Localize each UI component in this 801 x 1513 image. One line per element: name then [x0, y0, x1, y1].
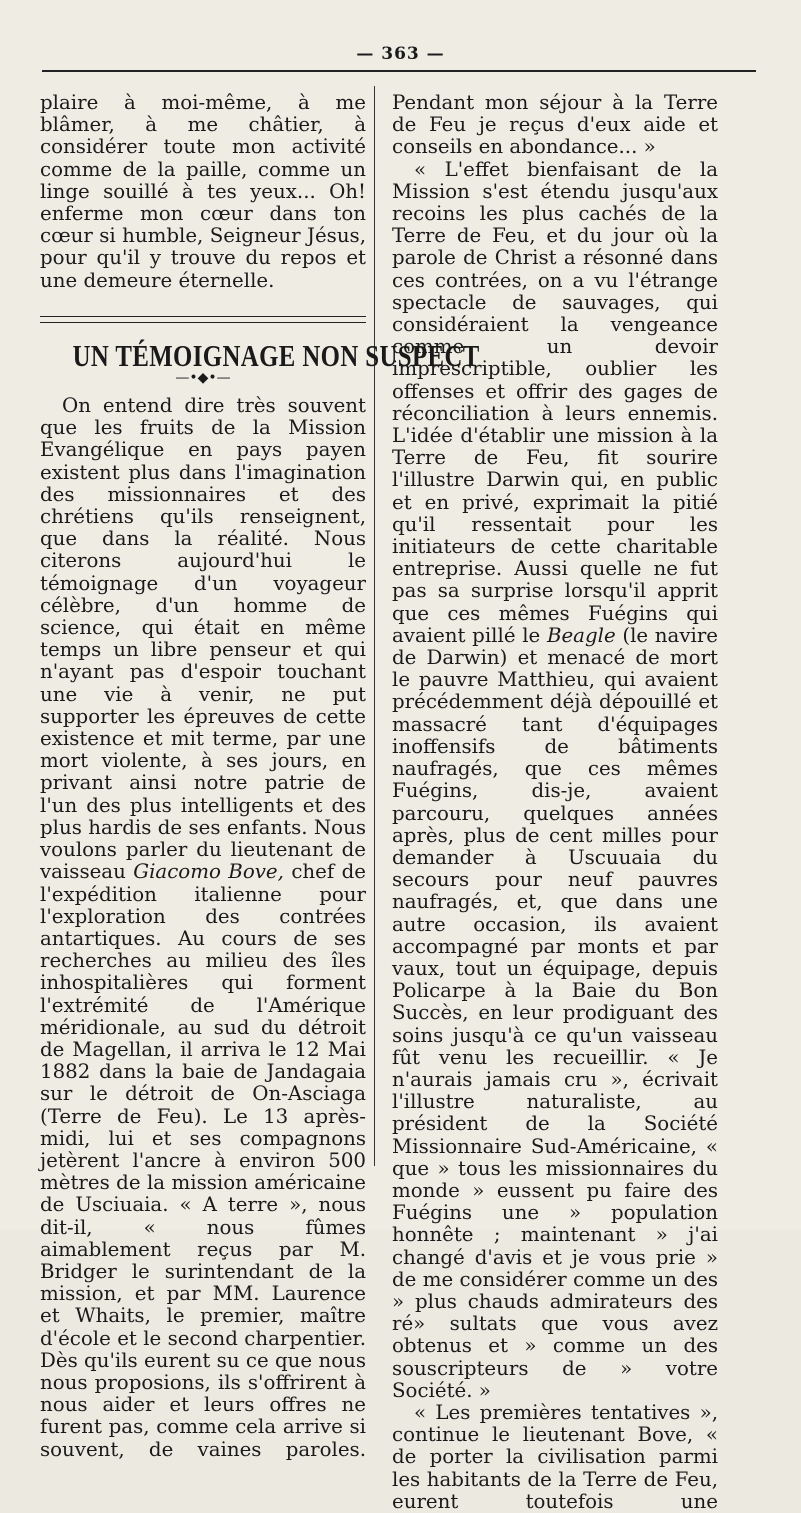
article-body-paragraph [40, 395, 366, 1461]
left-column [40, 91, 480, 1461]
right-para2-part1: « L'effet bienfaisant de la Mission s'est étendu jusqu'aux recoins les plus cachés de la Terre de Feu, et du jour où la parole de Christ a résonné dans ces contrées, on a vu l'étrange spectacle de sauvages, qui considéraient la vengeance comme un devoir imprescriptible, oublier les offenses et offrir des gages de réconciliation à leurs ennemis. L'idée d'établir une mission à la Terre de Feu, fit sourire l'illustre Darwin qui, en public et en privé, exprimait la pitié qu'il ressentait pour les initiateurs de cette charitable entreprise. Aussi quelle ne fut pas sa surprise lorsqu'il apprit que ces mêmes Fuégins qui avaient pillé le [392, 157, 718, 647]
column-divider [374, 86, 375, 1166]
intro-paragraph: plaire à moi-même, à me blâmer, à me châtier, à considérer toute mon activité comme de la paille, comme un linge souillé à tes yeux... Oh! enferme mon cœur dans ton cœur si humble, Seigneur Jésus, pour qu'il y trouve du repos et une demeure éternelle. [40, 91, 366, 292]
body-italic-name: Giacomo Bove, [133, 860, 284, 884]
page-number: — 363 — [356, 44, 445, 64]
ship-name-italic: Beagle [546, 623, 616, 647]
body-text-part1: On entend dire très souvent que les fruits de la Mission Evangélique en pays payen existent plus dans l'imagination des missionnaires et des chrétiens qu'ils renseignent, que dans la réalité. Nous citerons aujourd'hui le témoignage d'un voyageur célèbre, d'un homme de science, qui était en même temps un libre penseur et qui n'ayant pas d'espoir touchant une vie à venir, ne put supporter les épreuves de cette existence et mit terme, par une mort violente, à ses jours, en privant ainsi notre patrie de l'un des plus intelligents et des plus hardis de ses enfants. Nous voulons parler du lieutenant de vaisseau [40, 394, 366, 884]
right-paragraph-1: Pendant mon séjour à la Terre de Feu je reçus d'eux aide et conseils en abondance... » [392, 91, 718, 159]
article-title: UN TÉMOIGNAGE NON SUSPECT [72, 337, 480, 373]
body-text-part2: chef de l'expédition italienne pour l'exploration des contrées antartiques. Au cours de ses recherches au milieu des îles inhospitalières qui forment l'extrémité de l'Amérique méridionale, au sud du détroit de Magellan, il arriva le 12 Mai 1882 dans la baie de Jandagaia sur le détroit de On-Asciaga (Terre de Feu). Le 13 après-midi, lui et ses compagnons jetèrent l'ancre à environ 500 mètres de la mission américaine de Usciuaia. « A terre », nous dit-il, « nous fûmes aimablement reçus par M. Bridger le surintendant de la mission, et par MM. Laurence et Whaits, le premier, maître d'école et le second charpentier. Dès qu'ils eurent su ce que nous nous proposions, ils s'offrirent à nous aider et leurs offres ne furent pas, comme cela arrive si souvent, de vaines paroles. [40, 860, 366, 1461]
title-ornament: —•◆•— [175, 370, 231, 387]
right-paragraph-2 [392, 159, 718, 1402]
section-divider [40, 316, 366, 323]
right-paragraph-3: « Les premières tentatives », continue le lieutenant Bove, « de porter la civilisation parmi les habitants de la Terre de Feu, eurent toutefois une [392, 1400, 718, 1513]
right-column [392, 92, 718, 1513]
right-para2-part2: (le navire de Darwin) et menacé de mort le pauvre Matthieu, qui avaient précédemment déjà dépouillé et massacré tant d'équipages inoffensifs de bâtiments naufragés, que ces mêmes Fuégins, dis-je, avaient parcouru, quelques années après, plus de cent milles pour demander à Uscuuaia du secours pour neuf pauvres naufragés, et, que dans une autre occasion, ils avaient accompagné par monts et par vaux, tout un équipage, depuis Policarpe à la Baie du Bon Succès, en leur prodiguant des soins jusqu'à ce qu'un vaisseau fût venu les recueillir. « Je n'aurais jamais cru », écrivait l'illustre naturaliste, au président de la Société Missionnaire Sud-Américaine, « que » tous les missionnaires du monde » eussent pu faire des Fuégins une » population honnête ; maintenant » j'ai changé d'avis et je vous prie » de me considérer comme un des » plus chauds admirateurs des ré» sultats que vous avez obtenus et » comme un des souscripteurs de » votre Société. » [392, 623, 718, 1402]
header-rule [42, 70, 756, 72]
